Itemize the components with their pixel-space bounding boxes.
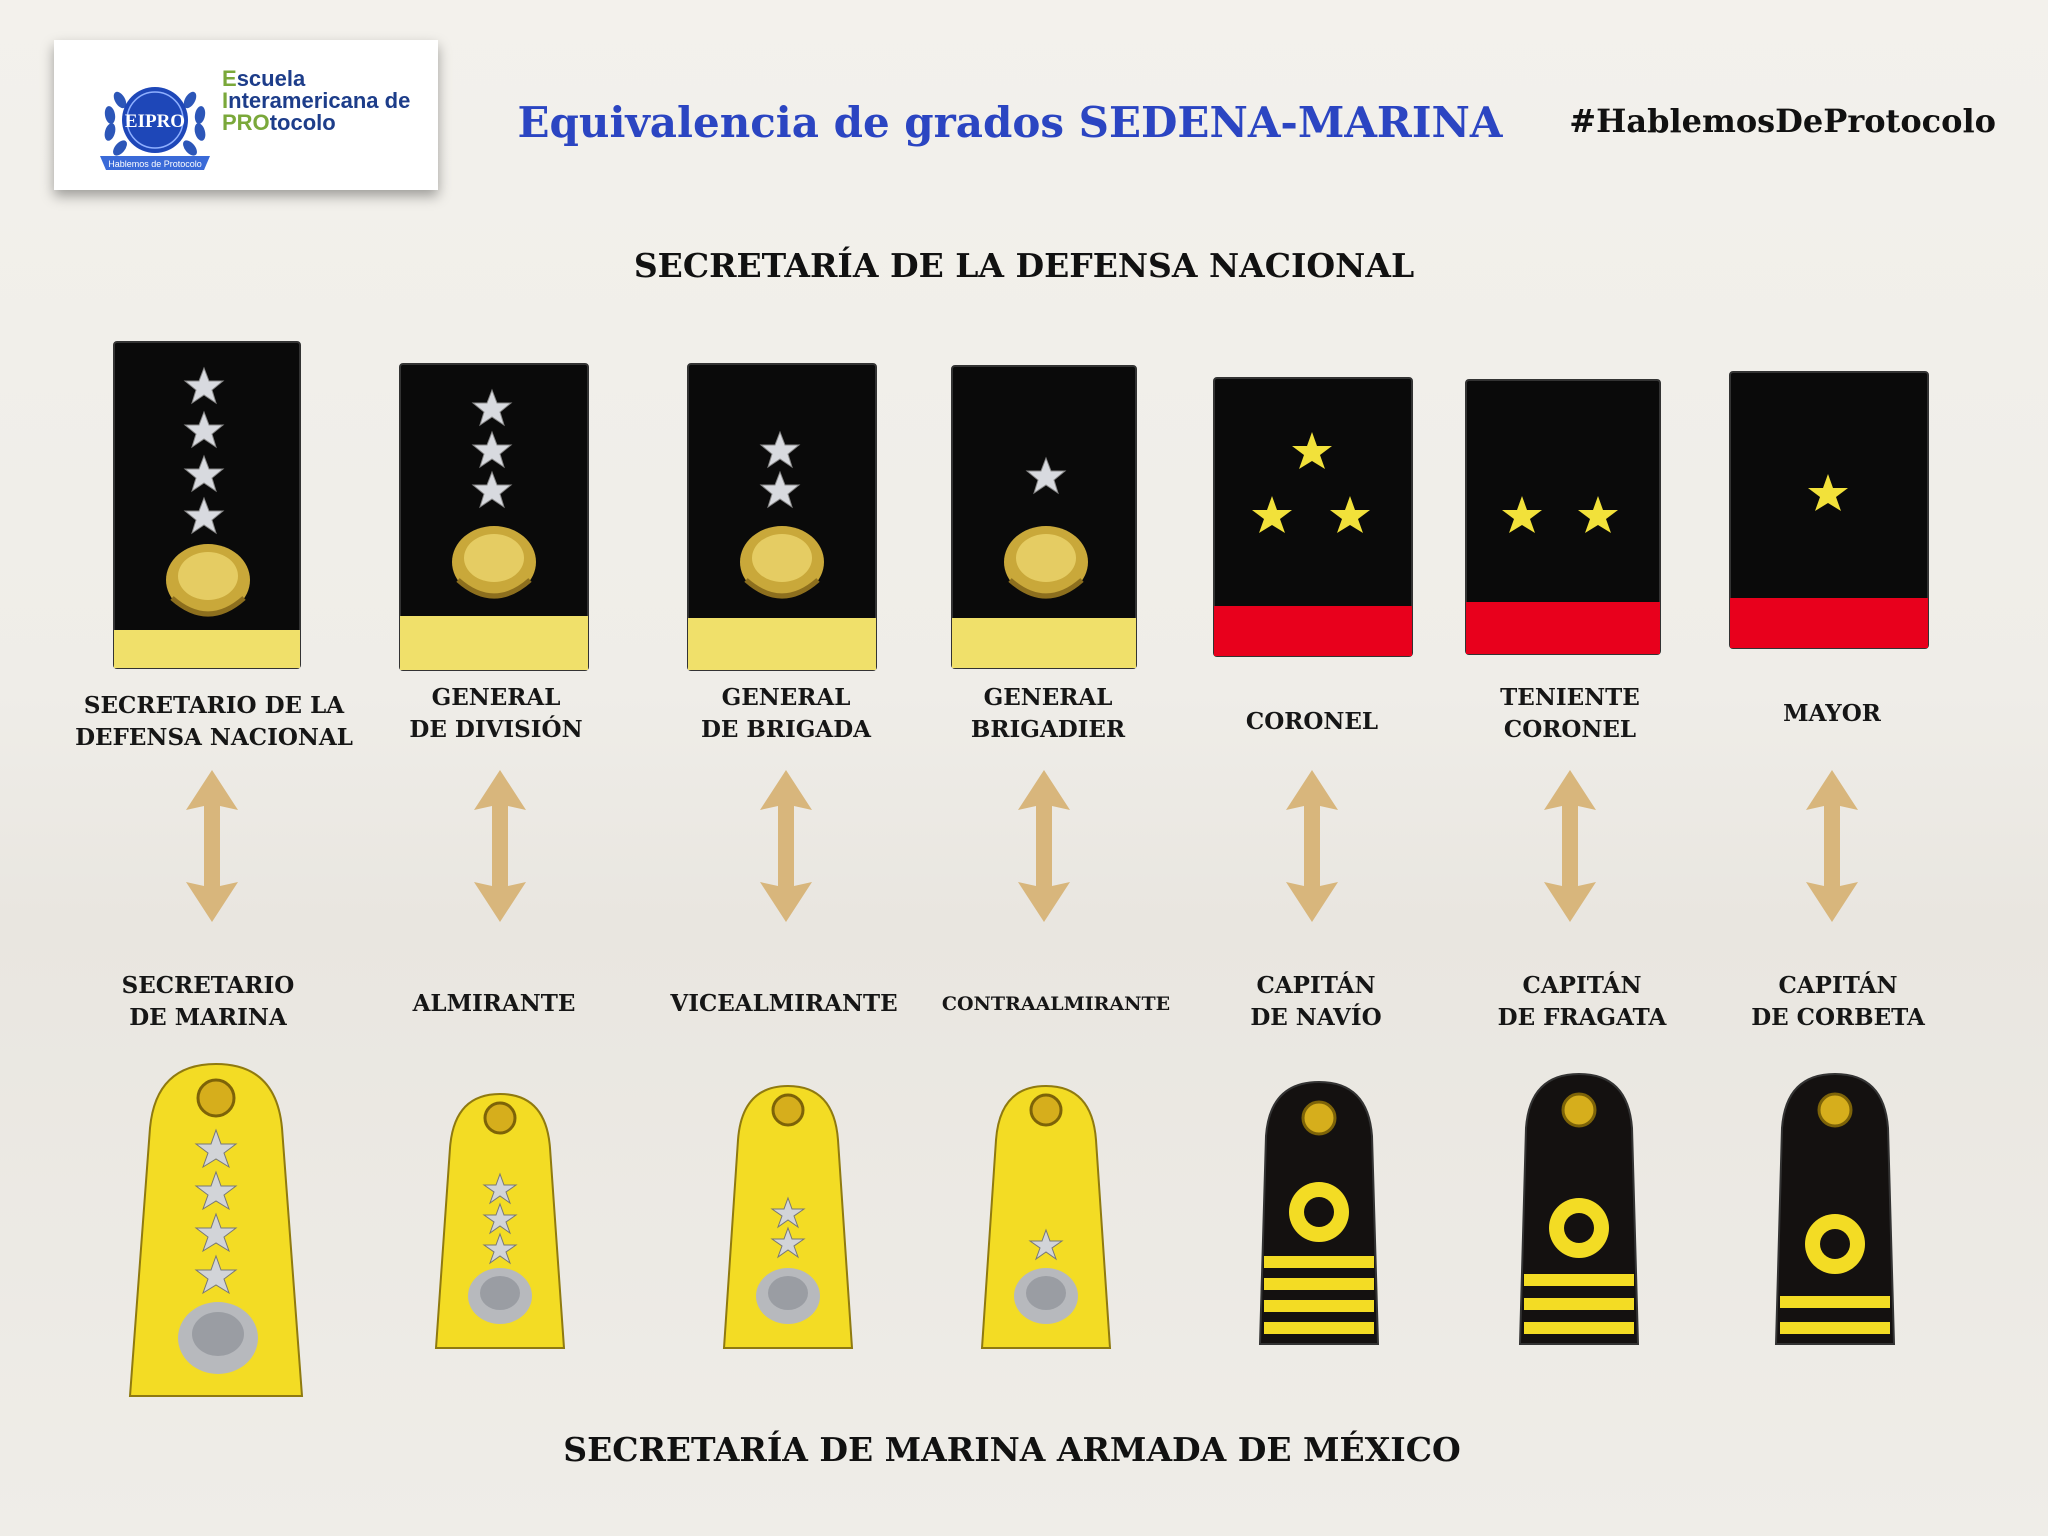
logo-line-3: PROtocolo xyxy=(222,110,336,135)
double-arrow-icon xyxy=(470,766,530,926)
board-capitan-navio xyxy=(1256,1076,1382,1348)
coat-of-arms-icon xyxy=(468,1268,532,1324)
board-mayor xyxy=(1728,370,1930,650)
marina-rank-label: VICEALMIRANTE xyxy=(670,990,898,1017)
curl-insignia-icon xyxy=(1805,1214,1865,1274)
marina-rank-label: CAPITÁN DE FRAGATA xyxy=(1497,972,1667,1031)
double-arrow-icon xyxy=(1540,766,1600,926)
sedena-rank-label: MAYOR xyxy=(1783,700,1881,727)
double-arrow-icon xyxy=(1014,766,1074,926)
board-general-brigada xyxy=(686,362,878,672)
double-arrow-icon xyxy=(1802,766,1862,926)
board-vicealmirante xyxy=(720,1080,856,1352)
board-general-division xyxy=(398,362,590,672)
button-icon xyxy=(1031,1095,1061,1125)
logo-line-2: Interamericana de xyxy=(222,88,411,113)
logo-line-1: Escuela xyxy=(222,66,306,91)
sedena-rank-label: GENERAL BRIGADIER xyxy=(970,684,1126,743)
board-general-brigadier xyxy=(950,364,1138,670)
board-secretario-defensa xyxy=(112,340,302,670)
button-icon xyxy=(198,1080,234,1116)
board-coronel xyxy=(1212,376,1414,658)
marina-rank-label: SECRETARIO DE MARINA xyxy=(121,972,295,1031)
coat-of-arms-icon xyxy=(452,526,536,598)
sedena-rank-label: CORONEL xyxy=(1245,708,1379,735)
coat-of-arms-icon xyxy=(1004,526,1088,598)
emblem-text: EIPRO xyxy=(124,111,186,132)
sedena-rank-label: GENERAL DE BRIGADA xyxy=(700,684,872,743)
sedena-section-title: SECRETARÍA DE LA DEFENSA NACIONAL xyxy=(633,246,1415,285)
button-icon xyxy=(1563,1094,1595,1126)
double-arrow-icon xyxy=(182,766,242,926)
board-capitan-fragata xyxy=(1516,1068,1642,1348)
coat-of-arms-icon xyxy=(166,544,250,616)
marina-rank-label: CAPITÁN DE NAVÍO xyxy=(1250,972,1382,1031)
board-capitan-corbeta xyxy=(1772,1068,1898,1348)
button-icon xyxy=(485,1103,515,1133)
coat-of-arms-icon xyxy=(740,526,824,598)
board-secretario-marina xyxy=(126,1058,306,1400)
marina-rank-label: ALMIRANTE xyxy=(412,990,576,1017)
page-title: Equivalencia de grados SEDENA-MARINA xyxy=(517,98,1503,147)
board-almirante xyxy=(432,1088,568,1352)
marina-rank-label: CONTRAALMIRANTE xyxy=(941,993,1171,1015)
board-teniente-coronel xyxy=(1464,378,1662,656)
emblem-ribbon-text: Hablemos de Protocolo xyxy=(108,159,202,169)
sedena-rank-label: TENIENTE CORONEL xyxy=(1500,684,1640,743)
coat-of-arms-icon xyxy=(178,1302,258,1374)
marina-section-title: SECRETARÍA DE MARINA ARMADA DE MÉXICO xyxy=(563,1430,1461,1469)
double-arrow-icon xyxy=(756,766,816,926)
board-contraalmirante xyxy=(978,1080,1114,1352)
curl-insignia-icon xyxy=(1289,1182,1349,1242)
coat-of-arms-icon xyxy=(1014,1268,1078,1324)
hashtag: #HablemosDeProtocolo xyxy=(1569,102,1996,140)
button-icon xyxy=(1303,1102,1335,1134)
button-icon xyxy=(1819,1094,1851,1126)
sedena-rank-label: SECRETARIO DE LA DEFENSA NACIONAL xyxy=(75,692,353,751)
double-arrow-icon xyxy=(1282,766,1342,926)
sedena-rank-label: GENERAL DE DIVISIÓN xyxy=(409,684,583,743)
marina-rank-label: CAPITÁN DE CORBETA xyxy=(1751,972,1925,1031)
button-icon xyxy=(773,1095,803,1125)
curl-insignia-icon xyxy=(1549,1198,1609,1258)
coat-of-arms-icon xyxy=(756,1268,820,1324)
